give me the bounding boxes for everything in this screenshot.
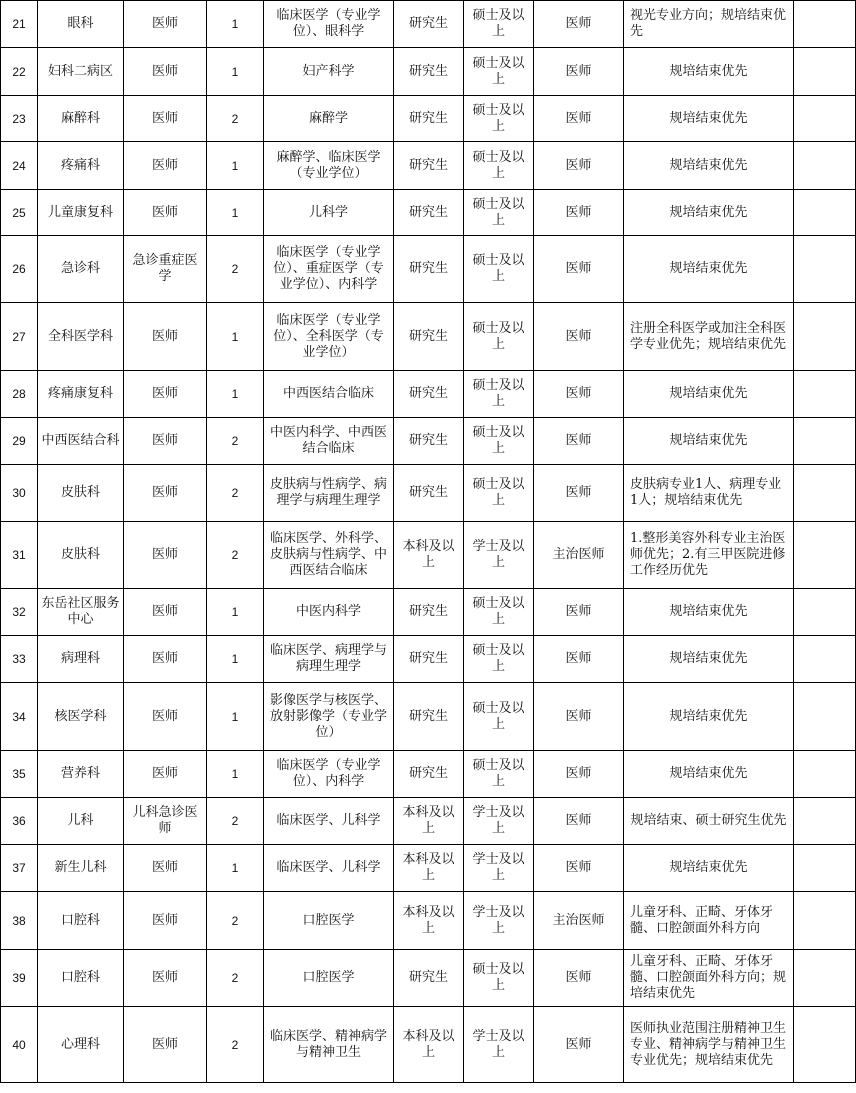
row-number: 37	[1, 845, 38, 892]
major-cell: 皮肤病与性病学、病理学与病理生理学	[264, 465, 394, 522]
professional-title-cell: 医师	[534, 303, 624, 371]
education-cell: 本科及以上	[394, 892, 464, 950]
remarks-cell: 1.整形美容外科专业主治医师优先；2.有三甲医院进修工作经历优先	[624, 522, 794, 589]
empty-cell	[794, 303, 856, 371]
table-row	[1, 522, 856, 589]
position-cell: 医师	[124, 589, 207, 636]
empty-cell	[794, 190, 856, 236]
department-cell: 儿科	[38, 798, 124, 845]
education-cell: 本科及以上	[394, 1007, 464, 1083]
table-row	[1, 465, 856, 522]
row-number: 31	[1, 522, 38, 589]
remarks-cell: 规培结束优先	[624, 751, 794, 798]
degree-cell: 硕士及以上	[464, 683, 534, 751]
empty-cell	[794, 522, 856, 589]
headcount-cell: 1	[207, 1, 264, 48]
education-cell: 本科及以上	[394, 845, 464, 892]
education-cell: 研究生	[394, 589, 464, 636]
row-number: 23	[1, 96, 38, 142]
empty-cell	[794, 683, 856, 751]
professional-title-cell: 医师	[534, 950, 624, 1007]
table-row	[1, 96, 856, 142]
department-cell: 疼痛康复科	[38, 371, 124, 418]
position-cell: 医师	[124, 96, 207, 142]
table-row	[1, 48, 856, 96]
department-cell: 全科医学科	[38, 303, 124, 371]
professional-title-cell: 医师	[534, 371, 624, 418]
row-number: 28	[1, 371, 38, 418]
department-cell: 皮肤科	[38, 465, 124, 522]
row-number: 35	[1, 751, 38, 798]
remarks-cell: 规培结束优先	[624, 845, 794, 892]
row-number: 25	[1, 190, 38, 236]
headcount-cell: 2	[207, 892, 264, 950]
row-number: 24	[1, 142, 38, 190]
table-row	[1, 798, 856, 845]
row-number: 27	[1, 303, 38, 371]
department-cell: 病理科	[38, 636, 124, 683]
empty-cell	[794, 371, 856, 418]
table-row	[1, 236, 856, 303]
position-cell: 医师	[124, 142, 207, 190]
education-cell: 研究生	[394, 303, 464, 371]
position-cell: 医师	[124, 1007, 207, 1083]
table-row	[1, 892, 856, 950]
headcount-cell: 1	[207, 190, 264, 236]
remarks-cell: 规培结束优先	[624, 589, 794, 636]
empty-cell	[794, 96, 856, 142]
remarks-cell: 规培结束优先	[624, 683, 794, 751]
table-row	[1, 190, 856, 236]
empty-cell	[794, 1007, 856, 1083]
empty-cell	[794, 589, 856, 636]
headcount-cell: 1	[207, 371, 264, 418]
major-cell: 中医内科学	[264, 589, 394, 636]
degree-cell: 学士及以上	[464, 1007, 534, 1083]
professional-title-cell: 医师	[534, 636, 624, 683]
position-cell: 医师	[124, 845, 207, 892]
major-cell: 麻醉学、临床医学（专业学位）	[264, 142, 394, 190]
table-row	[1, 589, 856, 636]
major-cell: 麻醉学	[264, 96, 394, 142]
position-cell: 医师	[124, 522, 207, 589]
position-cell: 医师	[124, 418, 207, 465]
education-cell: 研究生	[394, 950, 464, 1007]
professional-title-cell: 医师	[534, 1, 624, 48]
professional-title-cell: 医师	[534, 48, 624, 96]
table-row	[1, 303, 856, 371]
remarks-cell: 规培结束优先	[624, 636, 794, 683]
education-cell: 本科及以上	[394, 798, 464, 845]
degree-cell: 硕士及以上	[464, 950, 534, 1007]
row-number: 29	[1, 418, 38, 465]
major-cell: 临床医学、病理学与病理生理学	[264, 636, 394, 683]
empty-cell	[794, 636, 856, 683]
department-cell: 新生儿科	[38, 845, 124, 892]
degree-cell: 学士及以上	[464, 522, 534, 589]
headcount-cell: 1	[207, 303, 264, 371]
remarks-cell: 规培结束优先	[624, 48, 794, 96]
empty-cell	[794, 465, 856, 522]
education-cell: 研究生	[394, 371, 464, 418]
major-cell: 临床医学（专业学位）、全科医学（专业学位）	[264, 303, 394, 371]
professional-title-cell: 医师	[534, 589, 624, 636]
position-cell: 医师	[124, 190, 207, 236]
major-cell: 临床医学、儿科学	[264, 845, 394, 892]
education-cell: 研究生	[394, 418, 464, 465]
major-cell: 中医内科学、中西医结合临床	[264, 418, 394, 465]
major-cell: 影像医学与核医学、放射影像学（专业学位）	[264, 683, 394, 751]
row-number: 32	[1, 589, 38, 636]
row-number: 39	[1, 950, 38, 1007]
department-cell: 口腔科	[38, 950, 124, 1007]
major-cell: 儿科学	[264, 190, 394, 236]
department-cell: 妇科二病区	[38, 48, 124, 96]
professional-title-cell: 医师	[534, 751, 624, 798]
education-cell: 研究生	[394, 142, 464, 190]
table-row	[1, 636, 856, 683]
department-cell: 营养科	[38, 751, 124, 798]
professional-title-cell: 医师	[534, 683, 624, 751]
education-cell: 研究生	[394, 96, 464, 142]
department-cell: 儿童康复科	[38, 190, 124, 236]
degree-cell: 硕士及以上	[464, 303, 534, 371]
degree-cell: 硕士及以上	[464, 371, 534, 418]
headcount-cell: 1	[207, 683, 264, 751]
department-cell: 麻醉科	[38, 96, 124, 142]
degree-cell: 学士及以上	[464, 892, 534, 950]
headcount-cell: 2	[207, 418, 264, 465]
position-cell: 医师	[124, 48, 207, 96]
degree-cell: 硕士及以上	[464, 751, 534, 798]
table-row	[1, 142, 856, 190]
degree-cell: 学士及以上	[464, 845, 534, 892]
major-cell: 临床医学（专业学位）、内科学	[264, 751, 394, 798]
position-cell: 医师	[124, 950, 207, 1007]
remarks-cell: 规培结束优先	[624, 418, 794, 465]
table-row	[1, 418, 856, 465]
degree-cell: 硕士及以上	[464, 142, 534, 190]
table-row	[1, 683, 856, 751]
education-cell: 研究生	[394, 465, 464, 522]
degree-cell: 硕士及以上	[464, 418, 534, 465]
remarks-cell: 儿童牙科、正畸、牙体牙髓、口腔颌面外科方向	[624, 892, 794, 950]
degree-cell: 硕士及以上	[464, 589, 534, 636]
position-cell: 儿科急诊医师	[124, 798, 207, 845]
department-cell: 急诊科	[38, 236, 124, 303]
professional-title-cell: 医师	[534, 418, 624, 465]
remarks-cell: 规培结束优先	[624, 190, 794, 236]
professional-title-cell: 医师	[534, 465, 624, 522]
row-number: 40	[1, 1007, 38, 1083]
headcount-cell: 1	[207, 589, 264, 636]
degree-cell: 硕士及以上	[464, 96, 534, 142]
row-number: 26	[1, 236, 38, 303]
education-cell: 研究生	[394, 1, 464, 48]
row-number: 38	[1, 892, 38, 950]
major-cell: 口腔医学	[264, 950, 394, 1007]
position-cell: 医师	[124, 751, 207, 798]
department-cell: 口腔科	[38, 892, 124, 950]
empty-cell	[794, 1, 856, 48]
table-body	[1, 1, 856, 1083]
row-number: 30	[1, 465, 38, 522]
headcount-cell: 2	[207, 1007, 264, 1083]
department-cell: 中西医结合科	[38, 418, 124, 465]
remarks-cell: 儿童牙科、正畸、牙体牙髓、口腔颌面外科方向；规培结束优先	[624, 950, 794, 1007]
remarks-cell: 医师执业范围注册精神卫生专业、精神病学与精神卫生专业优先；规培结束优先	[624, 1007, 794, 1083]
headcount-cell: 2	[207, 236, 264, 303]
remarks-cell: 注册全科医学或加注全科医学专业优先；规培结束优先	[624, 303, 794, 371]
table-row	[1, 371, 856, 418]
department-cell: 疼痛科	[38, 142, 124, 190]
remarks-cell: 规培结束、硕士研究生优先	[624, 798, 794, 845]
empty-cell	[794, 950, 856, 1007]
professional-title-cell: 医师	[534, 142, 624, 190]
degree-cell: 硕士及以上	[464, 1, 534, 48]
major-cell: 临床医学、精神病学与精神卫生	[264, 1007, 394, 1083]
degree-cell: 硕士及以上	[464, 465, 534, 522]
degree-cell: 硕士及以上	[464, 190, 534, 236]
row-number: 21	[1, 1, 38, 48]
headcount-cell: 2	[207, 96, 264, 142]
major-cell: 临床医学、外科学、皮肤病与性病学、中西医结合临床	[264, 522, 394, 589]
major-cell: 妇产科学	[264, 48, 394, 96]
headcount-cell: 1	[207, 636, 264, 683]
professional-title-cell: 医师	[534, 798, 624, 845]
empty-cell	[794, 236, 856, 303]
remarks-cell: 规培结束优先	[624, 96, 794, 142]
education-cell: 研究生	[394, 236, 464, 303]
headcount-cell: 1	[207, 48, 264, 96]
education-cell: 研究生	[394, 751, 464, 798]
education-cell: 研究生	[394, 190, 464, 236]
degree-cell: 硕士及以上	[464, 48, 534, 96]
major-cell: 临床医学（专业学位）、重症医学（专业学位）、内科学	[264, 236, 394, 303]
empty-cell	[794, 418, 856, 465]
headcount-cell: 2	[207, 950, 264, 1007]
education-cell: 研究生	[394, 48, 464, 96]
major-cell: 中西医结合临床	[264, 371, 394, 418]
headcount-cell: 2	[207, 522, 264, 589]
position-cell: 医师	[124, 636, 207, 683]
table-row	[1, 845, 856, 892]
department-cell: 眼科	[38, 1, 124, 48]
professional-title-cell: 医师	[534, 236, 624, 303]
degree-cell: 硕士及以上	[464, 236, 534, 303]
department-cell: 皮肤科	[38, 522, 124, 589]
headcount-cell: 2	[207, 465, 264, 522]
professional-title-cell: 医师	[534, 190, 624, 236]
degree-cell: 学士及以上	[464, 798, 534, 845]
department-cell: 东岳社区服务中心	[38, 589, 124, 636]
position-cell: 医师	[124, 683, 207, 751]
table-row	[1, 950, 856, 1007]
position-cell: 医师	[124, 1, 207, 48]
row-number: 22	[1, 48, 38, 96]
remarks-cell: 视光专业方向；规培结束优先	[624, 1, 794, 48]
table-row	[1, 751, 856, 798]
remarks-cell: 规培结束优先	[624, 236, 794, 303]
degree-cell: 硕士及以上	[464, 636, 534, 683]
position-cell: 医师	[124, 892, 207, 950]
remarks-cell: 规培结束优先	[624, 371, 794, 418]
row-number: 34	[1, 683, 38, 751]
professional-title-cell: 医师	[534, 1007, 624, 1083]
remarks-cell: 皮肤病专业1人、病理专业1人；规培结束优先	[624, 465, 794, 522]
empty-cell	[794, 142, 856, 190]
empty-cell	[794, 892, 856, 950]
empty-cell	[794, 48, 856, 96]
professional-title-cell: 医师	[534, 845, 624, 892]
row-number: 33	[1, 636, 38, 683]
position-cell: 医师	[124, 303, 207, 371]
remarks-cell: 规培结束优先	[624, 142, 794, 190]
professional-title-cell: 主治医师	[534, 892, 624, 950]
headcount-cell: 2	[207, 798, 264, 845]
position-cell: 急诊重症医学	[124, 236, 207, 303]
headcount-cell: 1	[207, 845, 264, 892]
empty-cell	[794, 798, 856, 845]
education-cell: 本科及以上	[394, 522, 464, 589]
education-cell: 研究生	[394, 636, 464, 683]
education-cell: 研究生	[394, 683, 464, 751]
major-cell: 临床医学、儿科学	[264, 798, 394, 845]
position-cell: 医师	[124, 465, 207, 522]
table-row	[1, 1007, 856, 1083]
professional-title-cell: 医师	[534, 96, 624, 142]
table-row	[1, 1, 856, 48]
position-cell: 医师	[124, 371, 207, 418]
major-cell: 口腔医学	[264, 892, 394, 950]
empty-cell	[794, 845, 856, 892]
department-cell: 心理科	[38, 1007, 124, 1083]
department-cell: 核医学科	[38, 683, 124, 751]
row-number: 36	[1, 798, 38, 845]
headcount-cell: 1	[207, 142, 264, 190]
major-cell: 临床医学（专业学位）、眼科学	[264, 1, 394, 48]
headcount-cell: 1	[207, 751, 264, 798]
professional-title-cell: 主治医师	[534, 522, 624, 589]
empty-cell	[794, 751, 856, 798]
